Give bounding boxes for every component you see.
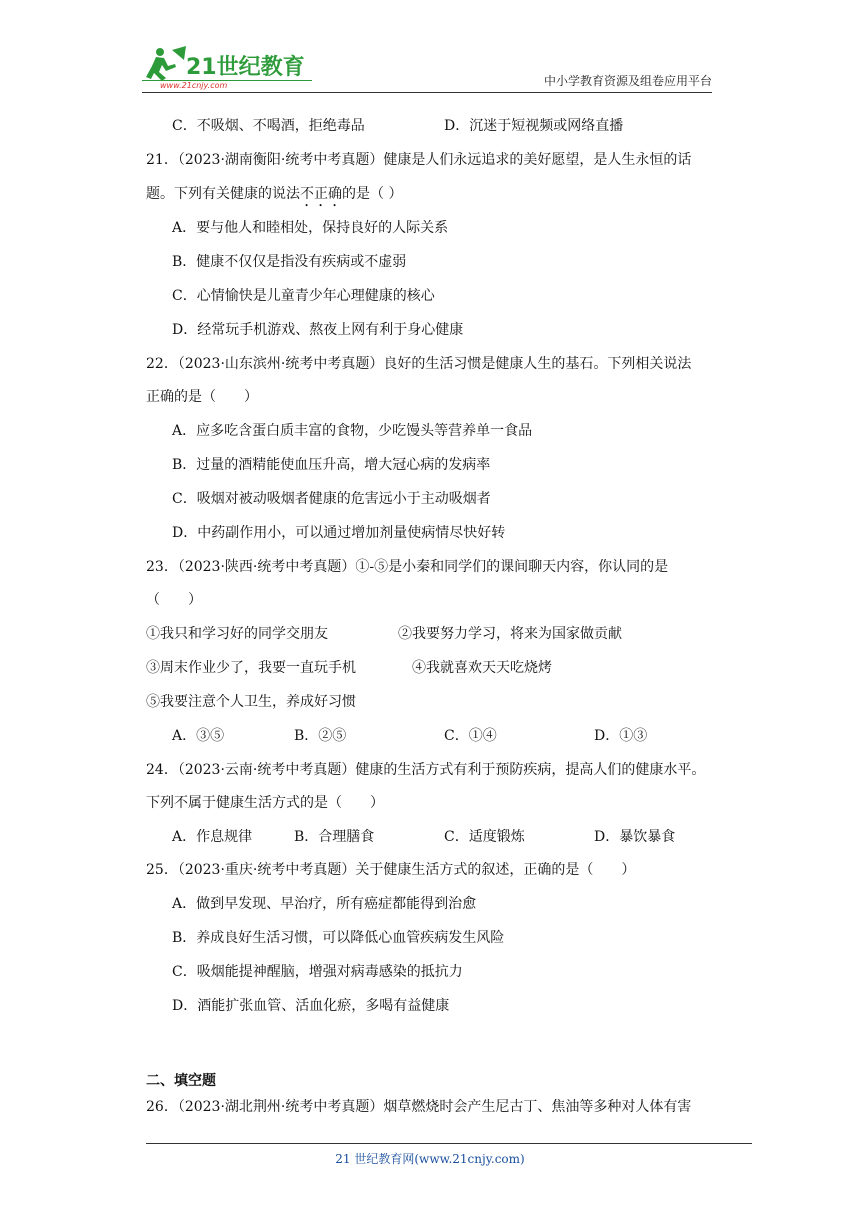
q23-option-a: A．③⑤ — [172, 728, 225, 744]
q21-stem-line1: 21．（2023·湖南衡阳·统考中考真题）健康是人们永远追求的美好愿望，是人生永恒的话 — [146, 152, 692, 168]
q21-option-a: A．要与他人和睦相处，保持良好的人际关系 — [172, 220, 449, 236]
runner-icon — [146, 46, 186, 81]
header-rule — [142, 92, 712, 93]
footer-text: 21 世纪教育网(www.21cnjy.com) — [335, 1152, 525, 1166]
q23-option-b: B．②⑤ — [294, 728, 347, 744]
q22-stem-line1: 22．（2023·山东滨州·统考中考真题）良好的生活习惯是健康人生的基石。下列相关说法 — [146, 356, 692, 372]
q22-option-d: D．中药副作用小，可以通过增加剂量使病情尽快好转 — [172, 525, 506, 541]
footer-rule — [146, 1143, 752, 1144]
emphasis-text: 不正确 — [300, 186, 342, 202]
q21-option-b: B．健康不仅仅是指没有疾病或不虚弱 — [172, 254, 407, 270]
q23-option-d: D．①③ — [594, 728, 648, 744]
q23-statement-5: ⑤我要注意个人卫生，养成好习惯 — [146, 694, 356, 710]
q22-option-c: C．吸烟对被动吸烟者健康的危害远小于主动吸烟者 — [172, 491, 491, 507]
q23-stem-line1: 23．（2023·陕西·统考中考真题）①-⑤是小秦和同学们的课间聊天内容，你认同的是 — [146, 559, 669, 575]
logo — [142, 44, 312, 90]
q24-option-c: C．适度锻炼 — [444, 829, 525, 845]
q23-stem-line2: （ ） — [146, 592, 202, 608]
q24-option-a: A．作息规律 — [172, 829, 253, 845]
platform-text: 中小学教育资源及组卷应用平台 — [543, 74, 712, 88]
q25-option-c: C．吸烟能提神醒脑，增强对病毒感染的抵抗力 — [172, 964, 463, 980]
q25-stem: 25．（2023·重庆·统考中考真题）关于健康生活方式的叙述，正确的是（ ） — [146, 862, 636, 878]
page-header — [142, 44, 712, 92]
q21-stem-line2: 题。下列有关健康的说法不正确的是（ ） — [146, 186, 403, 202]
q25-option-b: B．养成良好生活习惯，可以降低心血管疾病发生风险 — [172, 930, 505, 946]
q25-option-a: A．做到早发现、早治疗，所有癌症都能得到治愈 — [172, 896, 477, 912]
q23-statement-4: ④我就喜欢天天吃烧烤 — [412, 660, 552, 676]
q22-option-a: A．应多吃含蛋白质丰富的食物，少吃馒头等营养单一食品 — [172, 423, 533, 439]
q20-option-d: D．沉迷于短视频或网络直播 — [444, 118, 624, 134]
q20-option-c: C．不吸烟、不喝酒，拒绝毒品 — [172, 118, 365, 134]
q25-option-d: D．酒能扩张血管、活血化瘀，多喝有益健康 — [172, 998, 450, 1014]
q23-statement-1: ①我只和学习好的同学交朋友 — [146, 626, 328, 642]
q22-stem-line2: 正确的是（ ） — [146, 389, 258, 405]
q23-statement-3: ③周末作业少了，我要一直玩手机 — [146, 660, 356, 676]
q24-option-b: B．合理膳食 — [294, 829, 375, 845]
q24-option-d: D．暴饮暴食 — [594, 829, 676, 845]
q26-stem-line1: 26．（2023·湖北荆州·统考中考真题）烟草燃烧时会产生尼古丁、焦油等多种对人体有害 — [146, 1099, 692, 1115]
q23-option-c: C．①④ — [444, 728, 497, 744]
logo-url: www.21cnjy.com — [160, 81, 228, 90]
q21-option-c: C．心情愉快是儿童青少年心理健康的核心 — [172, 288, 435, 304]
logo-text: 21世纪教育 — [186, 55, 305, 80]
q24-stem-line1: 24．（2023·云南·统考中考真题）健康的生活方式有利于预防疾病，提高人们的健康水平。 — [146, 762, 706, 778]
q22-option-b: B．过量的酒精能使血压升高，增大冠心病的发病率 — [172, 457, 491, 473]
section-heading: 二、填空题 — [146, 1073, 216, 1089]
q24-stem-line2: 下列不属于健康生活方式的是（ ） — [146, 795, 384, 811]
q21-option-d: D．经常玩手机游戏、熬夜上网有利于身心健康 — [172, 322, 464, 338]
q23-statement-2: ②我要努力学习，将来为国家做贡献 — [398, 626, 622, 642]
